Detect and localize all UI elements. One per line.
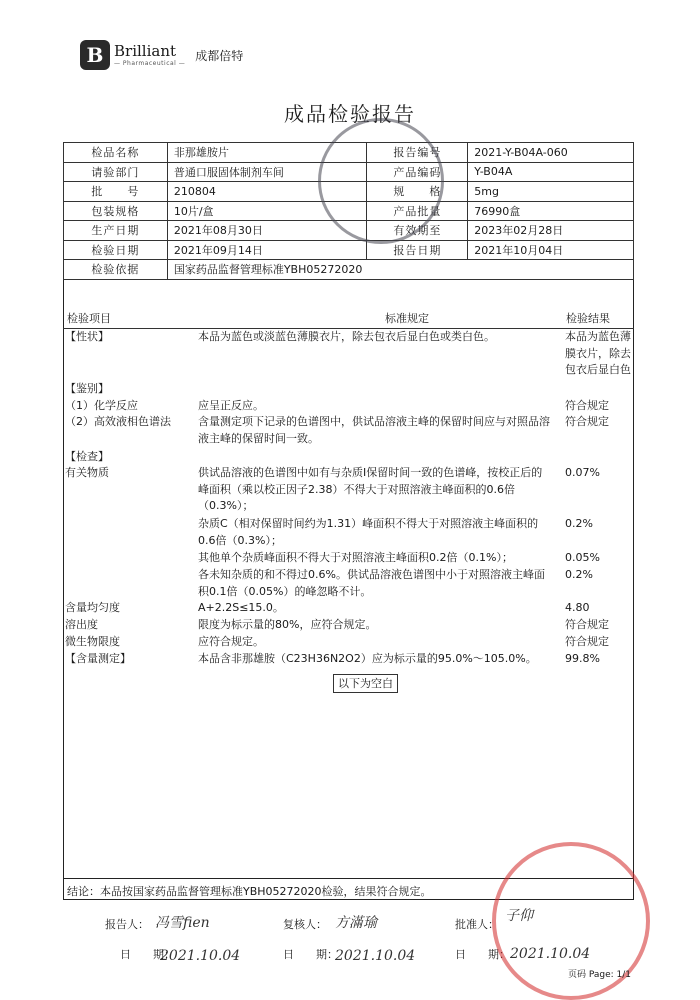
info-label: 检验日期	[64, 240, 168, 260]
logo-chinese: 成都倍特	[195, 48, 244, 63]
row-result-impurity-c: 0.2%	[565, 517, 593, 530]
row-result-hplc: 符合规定	[565, 415, 609, 428]
row-spec-assay: 本品含非那雄胺（C23H36N2O2）应为标示量的95.0%～105.0%。	[198, 652, 537, 665]
row-result-impurity-i: 0.07%	[565, 466, 600, 479]
info-label: 有效期至	[367, 221, 468, 241]
row-spec-uniformity: A+2.2S≤15.0。	[198, 601, 284, 614]
row-spec-chemical: 应呈正反应。	[198, 399, 264, 412]
row-spec-hplc: 含量测定项下记录的色谱图中，供试品溶液主峰的保留时间应与对照品溶液主峰的保留时间一致。	[198, 415, 550, 445]
header-item: 检验项目	[67, 312, 111, 325]
info-value: 2021年10月04日	[468, 240, 634, 260]
reporter-signature: 冯雪fien	[155, 915, 210, 931]
row-item-tests: 【检查】	[65, 450, 109, 463]
row-spec-microbial: 应符合规定。	[198, 635, 264, 648]
row-item-related: 有关物质	[65, 466, 109, 479]
info-value: 2021-Y-B04A-060	[468, 143, 634, 163]
info-value: 普通口服固体制剂车间	[167, 162, 367, 182]
row-spec-appearance: 本品为蓝色或淡蓝色薄膜衣片，除去包衣后显白色或类白色。	[198, 330, 495, 343]
date-value-1: 2021.10.04	[160, 948, 241, 964]
info-label: 批 号	[64, 182, 168, 202]
info-label: 规 格	[367, 182, 468, 202]
info-value: 2021年08月30日	[167, 221, 367, 241]
logo-subtitle: — Pharmaceutical —	[114, 59, 186, 67]
reviewer-label: 复核人：	[283, 918, 327, 931]
row-result-appearance: 本品为蓝色薄膜衣片，除去包衣后显白色	[565, 330, 631, 376]
reporter-label: 报告人：	[105, 918, 149, 931]
approver-signature: 子仰	[505, 908, 533, 924]
row-item-dissolution: 溶出度	[65, 618, 98, 631]
page-number: 页码 Page: 1/1	[568, 970, 632, 980]
info-label: 报告编号	[367, 143, 468, 163]
info-value: 2021年09月14日	[167, 240, 367, 260]
row-item-identification: 【鉴别】	[65, 382, 109, 395]
report-title: 成品检验报告	[284, 102, 416, 126]
info-value: 76990盒	[468, 201, 634, 221]
row-result-unknown-impurity: 0.2%	[565, 568, 593, 581]
info-value: 2023年02月28日	[468, 221, 634, 241]
info-value: Y-B04A	[468, 162, 634, 182]
company-logo	[80, 40, 243, 70]
row-result-other-impurity: 0.05%	[565, 551, 600, 564]
row-spec-unknown-impurity: 各未知杂质的和不得过0.6%。供试品溶液色谱图中小于对照溶液主峰面积0.1倍（0.05%）的峰忽略不计。	[198, 568, 545, 598]
basis-value: 国家药品监督管理标准YBH05272020	[167, 260, 633, 280]
info-label: 产品编码	[367, 162, 468, 182]
row-item-appearance: 【性状】	[65, 330, 109, 343]
row-spec-other-impurity: 其他单个杂质峰面积不得大于对照溶液主峰面积0.2倍（0.1%）；	[198, 551, 513, 564]
info-label: 生产日期	[64, 221, 168, 241]
info-value: 10片/盒	[167, 201, 367, 221]
info-row	[64, 240, 634, 260]
info-label: 请验部门	[64, 162, 168, 182]
date-value-2: 2021.10.04	[335, 948, 416, 964]
row-item-uniformity: 含量均匀度	[65, 601, 120, 614]
row-item-microbial: 微生物限度	[65, 635, 120, 648]
results-header	[63, 306, 634, 329]
basis-label: 检验依据	[64, 260, 168, 280]
row-result-dissolution: 符合规定	[565, 618, 609, 631]
date-label-2: 日 期：	[283, 948, 338, 961]
info-row-basis	[64, 260, 634, 280]
info-label: 检品名称	[64, 143, 168, 163]
date-value-3: 2021.10.04	[510, 946, 591, 962]
row-result-chemical: 符合规定	[565, 399, 609, 412]
row-spec-impurity-c: 杂质C（相对保留时间约为1.31）峰面积不得大于对照溶液主峰面积的0.6倍（0.3%）；	[198, 517, 539, 547]
logo-mark: B	[80, 40, 110, 70]
row-spec-dissolution: 限度为标示量的80%，应符合规定。	[198, 618, 377, 631]
header-spec: 标准规定	[385, 312, 429, 325]
info-value: 5mg	[468, 182, 634, 202]
row-spec-impurity-i: 供试品溶液的色谱图中如有与杂质I保留时间一致的色谱峰，按校正后的峰面积（乘以校正因子2.38）不得大于对照溶液主峰面积的0.6倍（0.3%）；	[198, 466, 543, 512]
blank-note: 以下为空白	[333, 674, 398, 693]
conclusion-text: 结论：本品按国家药品监督管理标准YBH05272020检验，结果符合规定。	[67, 885, 432, 898]
row-result-uniformity: 4.80	[565, 601, 590, 614]
row-result-assay: 99.8%	[565, 652, 600, 665]
row-item-hplc: （2）高效液相色谱法	[65, 415, 171, 428]
info-value: 210804	[167, 182, 367, 202]
row-item-assay: 【含量测定】	[65, 652, 131, 665]
header-result: 检验结果	[566, 312, 610, 325]
row-result-microbial: 符合规定	[565, 635, 609, 648]
info-label: 报告日期	[367, 240, 468, 260]
row-item-chemical: （1）化学反应	[65, 399, 138, 412]
info-label: 产品批量	[367, 201, 468, 221]
reviewer-signature: 方滿瑜	[335, 915, 377, 931]
logo-english: Brilliant	[114, 41, 177, 60]
info-label: 包装规格	[64, 201, 168, 221]
date-label-3: 日 期：	[455, 948, 510, 961]
approver-label: 批准人：	[455, 918, 499, 931]
info-value: 非那雄胺片	[167, 143, 367, 163]
quality-stamp	[318, 118, 444, 244]
date-label-1: 日 期：	[120, 948, 175, 961]
